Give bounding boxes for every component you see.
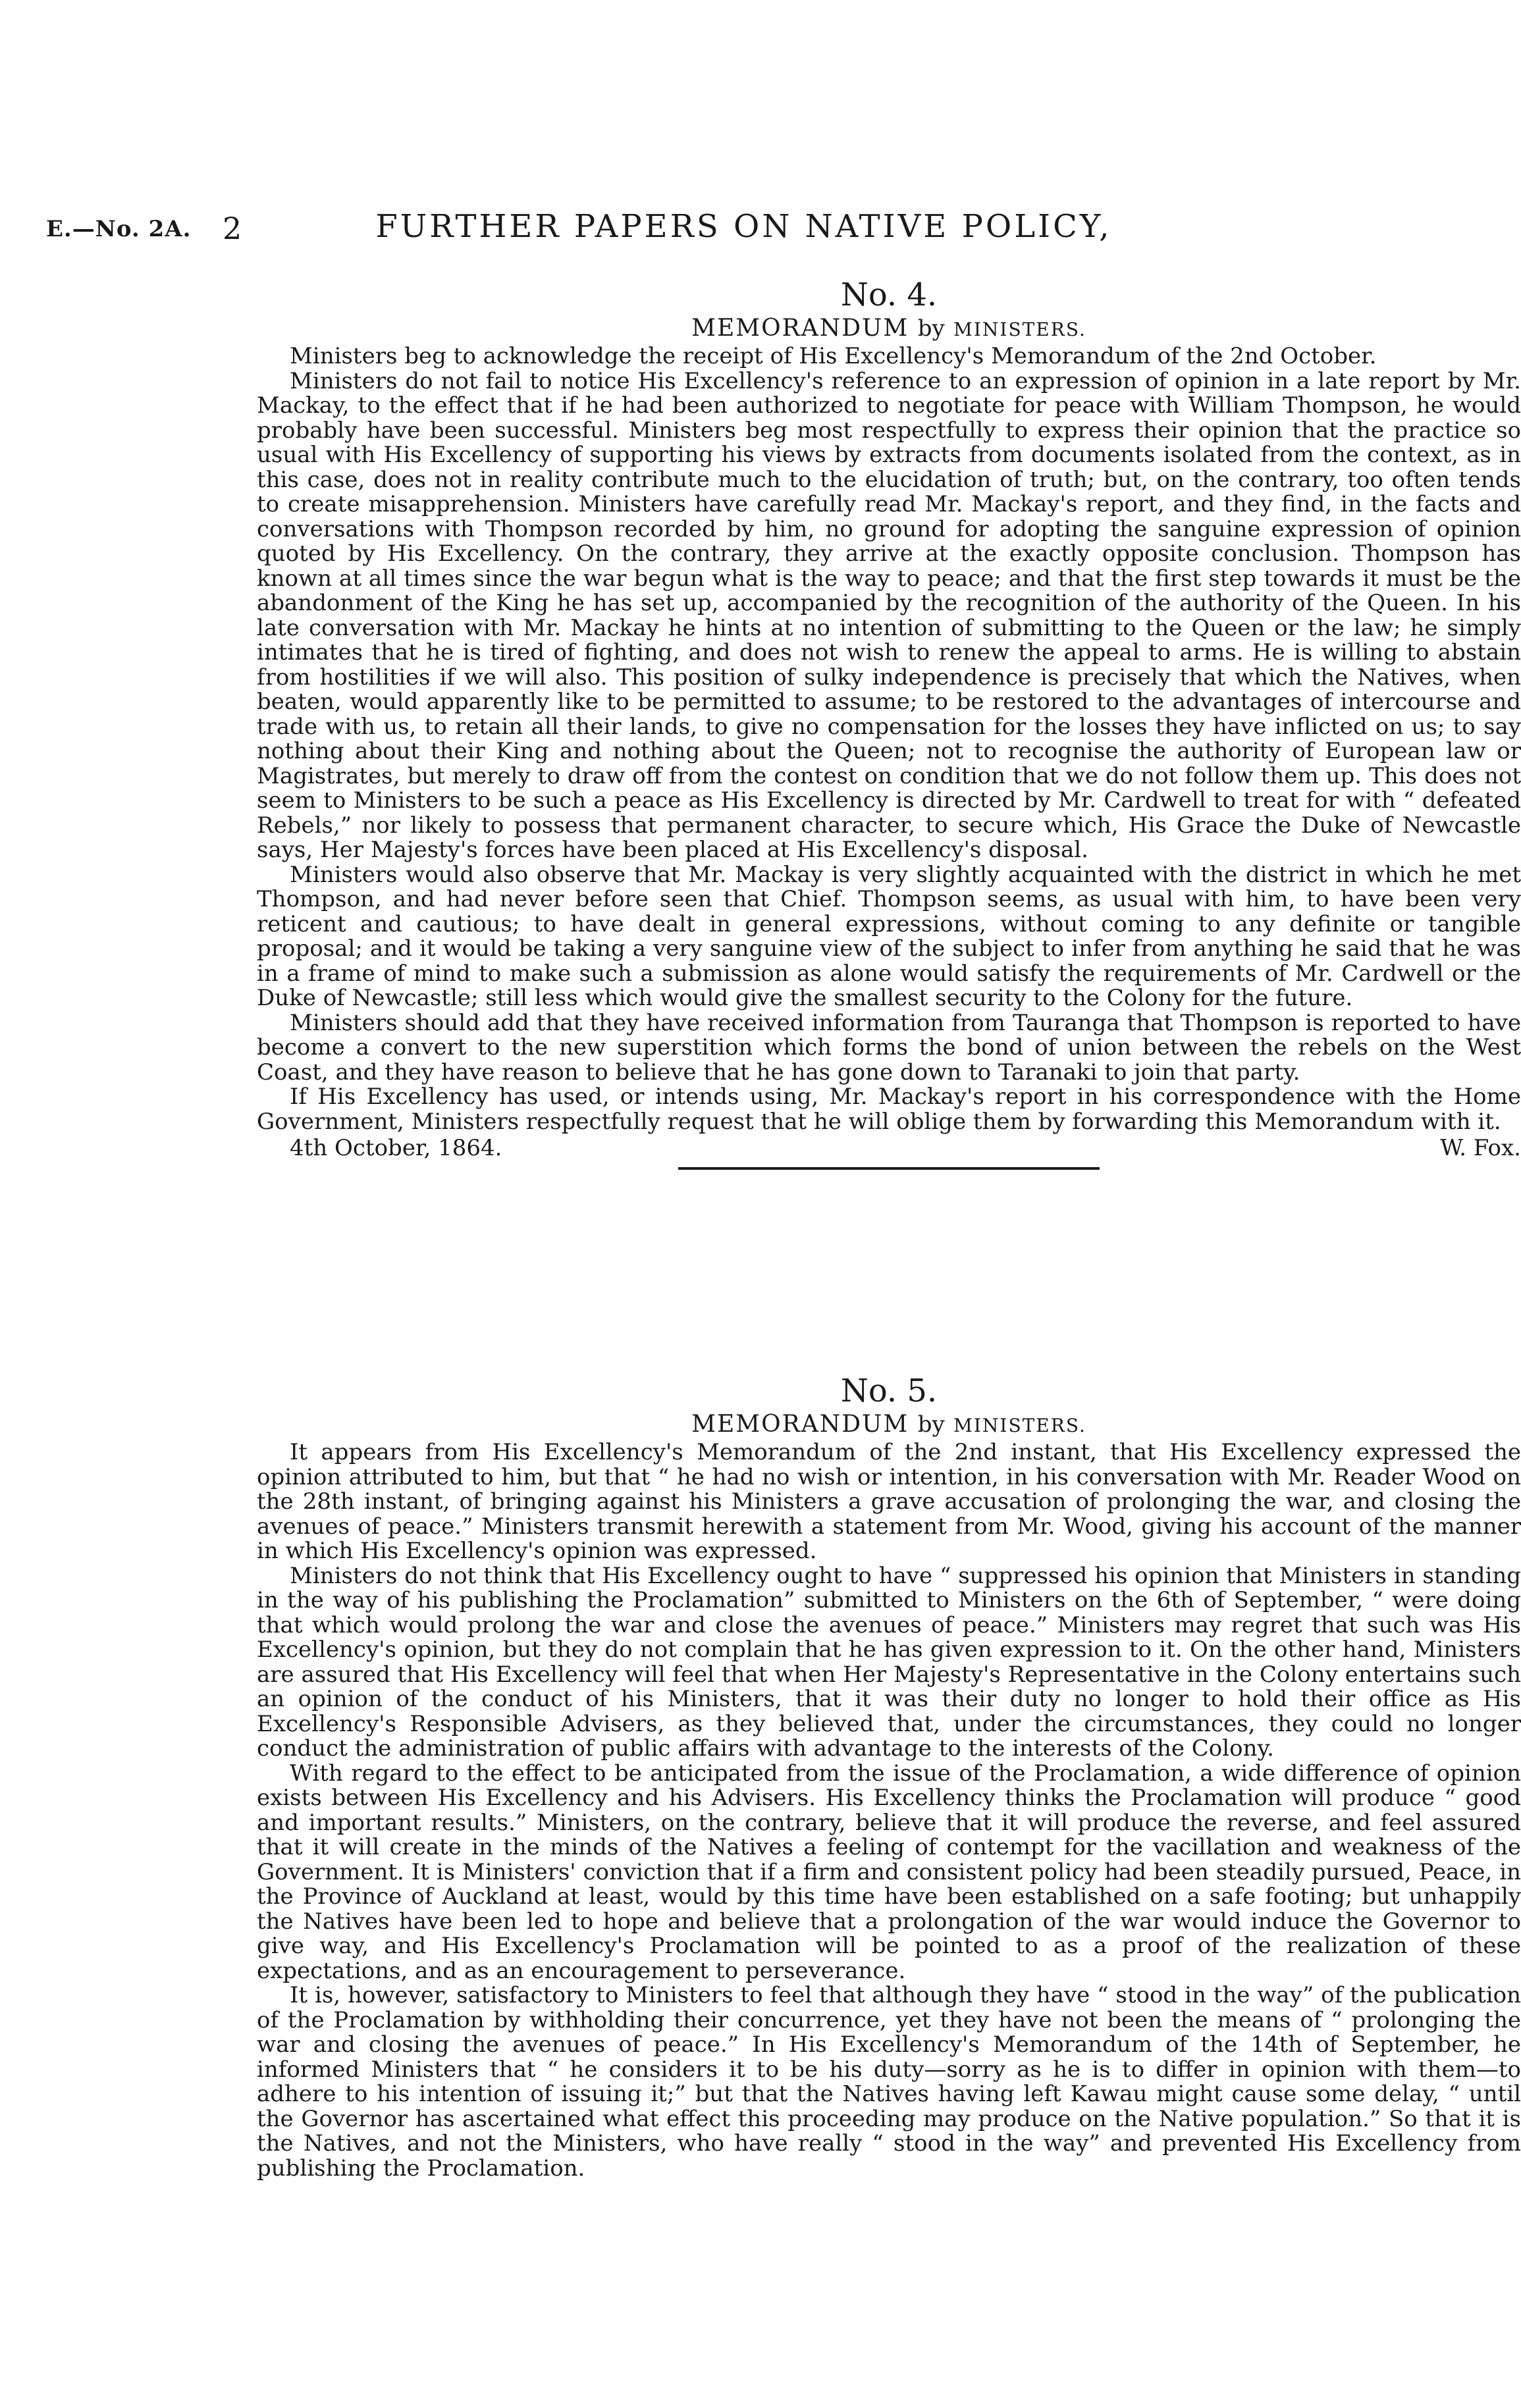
signatory: W. Fox.: [1440, 1135, 1521, 1161]
signature-line: [257, 1136, 1521, 1161]
page-header: [46, 204, 1441, 244]
memorandum-no-5: [257, 1373, 1521, 2181]
document-heading: [257, 315, 1521, 342]
paragraph: Ministers do not think that His Excellency ought to have “ suppressed his opinion that Ministers in standing in the way of his publishing the Proclamation” submitted to Ministers on the 6th of September, “ were doing that which would prolong the war and close the avenues of peace.” Ministers may regret that such was His Excellency's opinion, but they do not complain that he has given expression to it. On the other hand, Ministers are assured that His Excellency will feel that when Her Majesty's Representative in the Colony entertains such an opinion of the conduct of his Ministers, that it was their duty no longer to hold their office as His Excellency's Responsible Advisers, as they believed that, under the circumstances, they could no longer conduct the administration of public affairs with advantage to the interests of the Colony.: [257, 1562, 1521, 1762]
page-number: 2: [223, 211, 242, 246]
memo-date: 4th October, 1864.: [290, 1135, 502, 1161]
section-divider: [678, 1167, 1100, 1170]
paragraph: If His Excellency has used, or intends using, Mr. Mackay's report in his correspondence with the Home Government, Ministers respectfully request that he will oblige them by forwarding this Memorandum with it.: [257, 1084, 1521, 1135]
heading-by: by: [917, 315, 945, 342]
paragraph: With regard to the effect to be anticipated from the issue of the Proclamation, a wide difference of opinion exists between His Excellency and his Advisers. His Excellency thinks the Proclamation will produce “ good and important results.” Ministers, on the contrary, believe that it will produce the reverse, and feel assured that it will create in the minds of the Natives a feeling of contempt for the vacillation and weakness of the Government. It is Ministers' conviction that if a firm and consistent policy had been steadily pursued, Peace, in the Province of Auckland at least, would by this time have been established on a safe footing; but unhappily the Natives have been led to hope and believe that a prolongation of the war would induce the Governor to give way, and His Excellency's Proclamation will be pointed to as a proof of the realization of these expectations, and as an encouragement to perseverance.: [257, 1760, 1521, 1984]
heading-title: MEMORANDUM: [691, 315, 909, 342]
paragraph: Ministers beg to acknowledge the receipt of His Excellency's Memorandum of the 2nd October.: [290, 343, 1377, 369]
document-heading: [257, 1411, 1521, 1438]
running-title: FURTHER PAPERS ON NATIVE POLICY,: [375, 208, 1112, 245]
paragraph: Ministers would also observe that Mr. Mackay is very slightly acquainted with the district in which he met Thompson, and had never before seen that Chief. Thompson seems, as usual with him, to have been very reticent and cautious; to have dealt in general expressions, without coming to any definite or tangible proposal; and it would be taking a very sanguine view of the subject to infer from anything he said that he was in a frame of mind to make such a submission as alone would satisfy the requirements of Mr. Cardwell or the Duke of Newcastle; still less which would give the smallest security to the Colony for the future.: [257, 861, 1521, 1011]
paragraph: Ministers do not fail to notice His Excellency's reference to an expression of opinion in a late report by Mr. Mackay, to the effect that if he had been authorized to negotiate for peace with William Thompson, he would probably have been successful. Ministers beg most respectfully to express their opinion that the practice so usual with His Excellency of supporting his views by extracts from documents isolated from the context, as in this case, does not in reality contribute much to the elucidation of truth; but, on the contrary, too often tends to create misapprehension. Ministers have carefully read Mr. Mackay's report, and they find, in the facts and conversations with Thompson recorded by him, no ground for adopting the sanguine expression of opinion quoted by His Excellency. On the contrary, they arrive at the exactly opposite conclusion. Thompson has known at all times since the war begun what is the way to peace; and that the first step towards it must be the abandonment of the King he has set up, accompanied by the recognition of the authority of the Queen. In his late conversation with Mr. Mackay he hints at no intention of submitting to the Queen or the law; he simply intimates that he is tired of fighting, and does not wish to renew the appeal to arms. He is willing to abstain from hostilities if we will also. This position of sulky independence is precisely that which the Natives, when beaten, would apparently like to be permitted to assume; to be restored to the advantages of intercourse and trade with us, to retain all their lands, to give no compensation for the losses they have inflicted on us; to say nothing about their King and nothing about the Queen; not to recognise the authority of European law or Magistrates, but merely to draw off from the contest on condition that we do not follow them up. This does not seem to Ministers to be such a peace as His Excellency is directed by Mr. Cardwell to treat for with “ defeated Rebels,” nor likely to possess that permanent character, to secure which, His Grace the Duke of Newcastle says, Her Majesty's forces have been placed at His Excellency's disposal.: [257, 367, 1521, 863]
paragraph: It appears from His Excellency's Memorandum of the 2nd instant, that His Excellency expressed the opinion attributed to him, but that “ he had no wish or intention, in his conversation with Mr. Reader Wood on the 28th instant, of bringing against his Ministers a grave accusation of prolonging the war, and closing the avenues of peace.” Ministers transmit herewith a statement from Mr. Wood, giving his account of the manner in which His Excellency's opinion was expressed.: [257, 1439, 1521, 1564]
document-reference: E.—No. 2A.: [46, 216, 192, 242]
memorandum-no-4: [257, 276, 1521, 1170]
heading-from: MINISTERS.: [953, 319, 1086, 340]
document-number: No. 5.: [840, 1373, 938, 1409]
heading-title: MEMORANDUM: [691, 1411, 909, 1438]
paragraph: Ministers should add that they have received information from Tauranga that Thompson is reported to have become a convert to the new superstition which forms the bond of union between the rebels on the West Coast, and they have reason to believe that he has gone down to Taranaki to join that party.: [257, 1009, 1521, 1086]
document-number: No. 4.: [840, 276, 938, 313]
paragraph: It is, however, satisfactory to Ministers to feel that although they have “ stood in the way” of the publication of the Proclamation by withholding their concurrence, yet they have not been the means of “ prolonging the war and closing the avenues of peace.” In His Excellency's Memorandum of the 14th of September, he informed Ministers that “ he considers it to be his duty—sorry as he is to differ in opinion with them—to adhere to his intention of issuing it;” but that the Natives having left Kawau might cause some delay, “ until the Governor has ascertained what effect this proceeding may produce on the Native population.” So that it is the Natives, and not the Ministers, who have really “ stood in the way” and prevented His Excellency from publishing the Proclamation.: [257, 1982, 1521, 2182]
heading-by: by: [917, 1411, 945, 1438]
heading-from: MINISTERS.: [953, 1415, 1086, 1436]
